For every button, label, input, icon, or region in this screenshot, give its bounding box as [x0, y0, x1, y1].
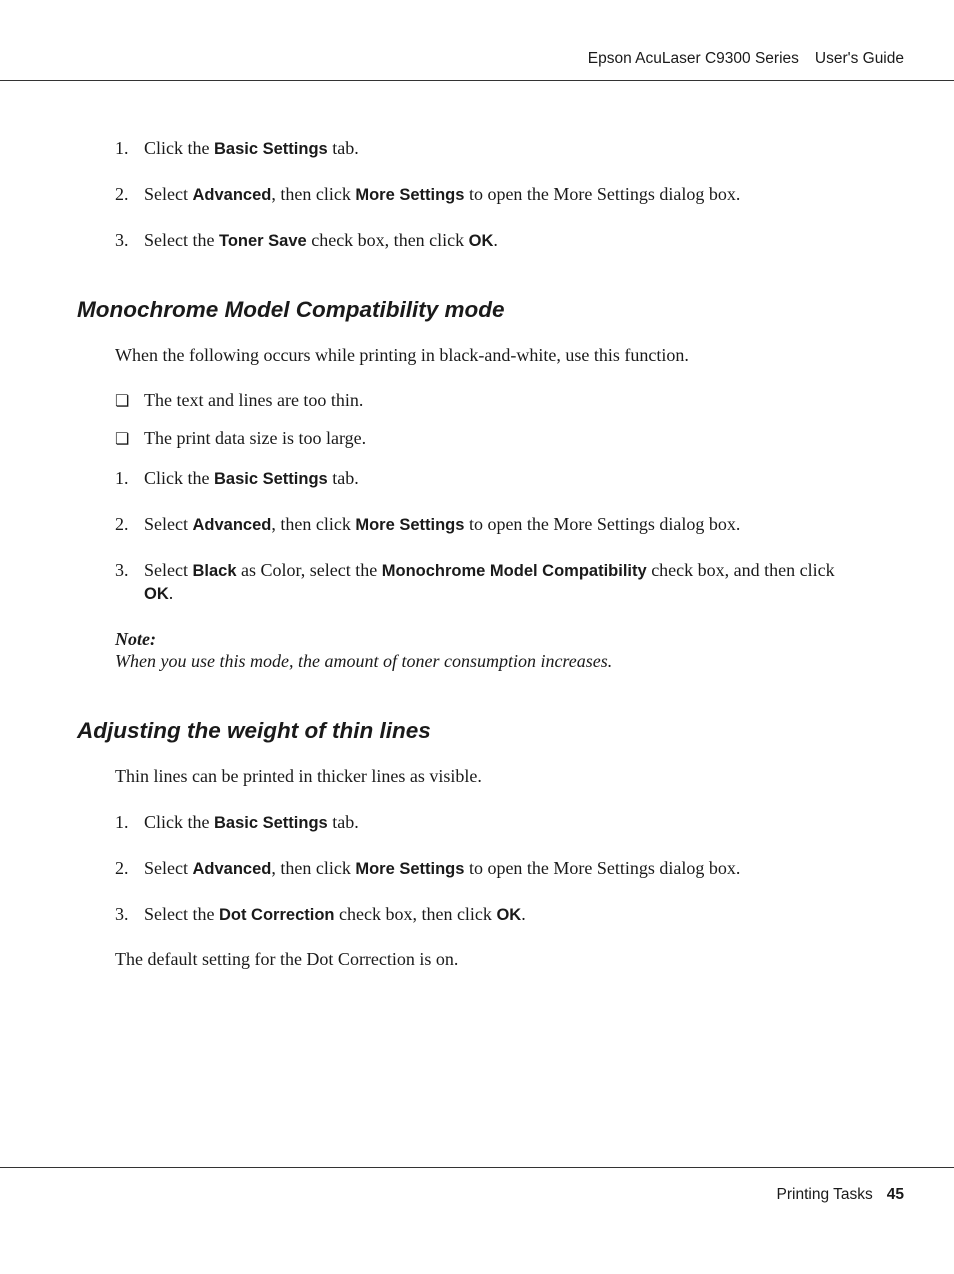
guide-label: User's Guide	[814, 50, 904, 67]
step-number: 3.	[115, 560, 129, 580]
step-text: Select Advanced, then click More Settings to open the More Settings dialog box.	[144, 858, 741, 878]
step-text: Select Black as Color, select the Monochrome Model Compatibility check box, and then click	[144, 560, 835, 580]
footer-section: Printing Tasks	[776, 1186, 873, 1203]
step-number: 2.	[115, 514, 129, 534]
step-text: Select the Dot Correction check box, then click OK.	[144, 904, 526, 924]
step-number: 3.	[115, 230, 129, 250]
step-number: 1.	[115, 812, 129, 832]
section-heading-monochrome: Monochrome Model Compatibility mode	[77, 297, 505, 322]
step-text: Select Advanced, then click More Settings to open the More Settings dialog box.	[144, 514, 741, 534]
page-footer	[777, 1186, 904, 1204]
footer-rule	[0, 1167, 954, 1168]
thin-intro: Thin lines can be printed in thicker lines as visible.	[115, 766, 482, 786]
step-number: 2.	[115, 184, 129, 204]
bullet-text: The print data size is too large.	[144, 428, 367, 448]
page-number: 45	[886, 1186, 904, 1203]
step-number: 3.	[115, 904, 129, 924]
section-heading-thin-lines: Adjusting the weight of thin lines	[77, 718, 431, 743]
note-title: Note:	[115, 629, 156, 649]
checkbox-bullet-icon: ❏	[115, 429, 130, 448]
note-text: When you use this mode, the amount of toner consumption increases.	[115, 651, 613, 671]
document-title: Epson AcuLaser C9300 Series	[587, 50, 799, 67]
bullet-text: The text and lines are too thin.	[144, 390, 364, 410]
step-number: 1.	[115, 138, 129, 158]
step-text: Click the Basic Settings tab.	[144, 138, 359, 158]
step-text: Select Advanced, then click More Settings to open the More Settings dialog box.	[144, 184, 741, 204]
checkbox-bullet-icon: ❏	[115, 391, 130, 410]
mono-intro: When the following occurs while printing in black-and-white, use this function.	[115, 345, 689, 365]
step-number: 1.	[115, 468, 129, 488]
step-text: OK.	[144, 583, 174, 603]
thin-closing: The default setting for the Dot Correction is on.	[115, 949, 459, 969]
header-rule	[0, 80, 954, 81]
step-text: Click the Basic Settings tab.	[144, 812, 359, 832]
step-number: 2.	[115, 858, 129, 878]
page-header	[588, 50, 904, 68]
step-text: Select the Toner Save check box, then click OK.	[144, 230, 498, 250]
step-text: Click the Basic Settings tab.	[144, 468, 359, 488]
